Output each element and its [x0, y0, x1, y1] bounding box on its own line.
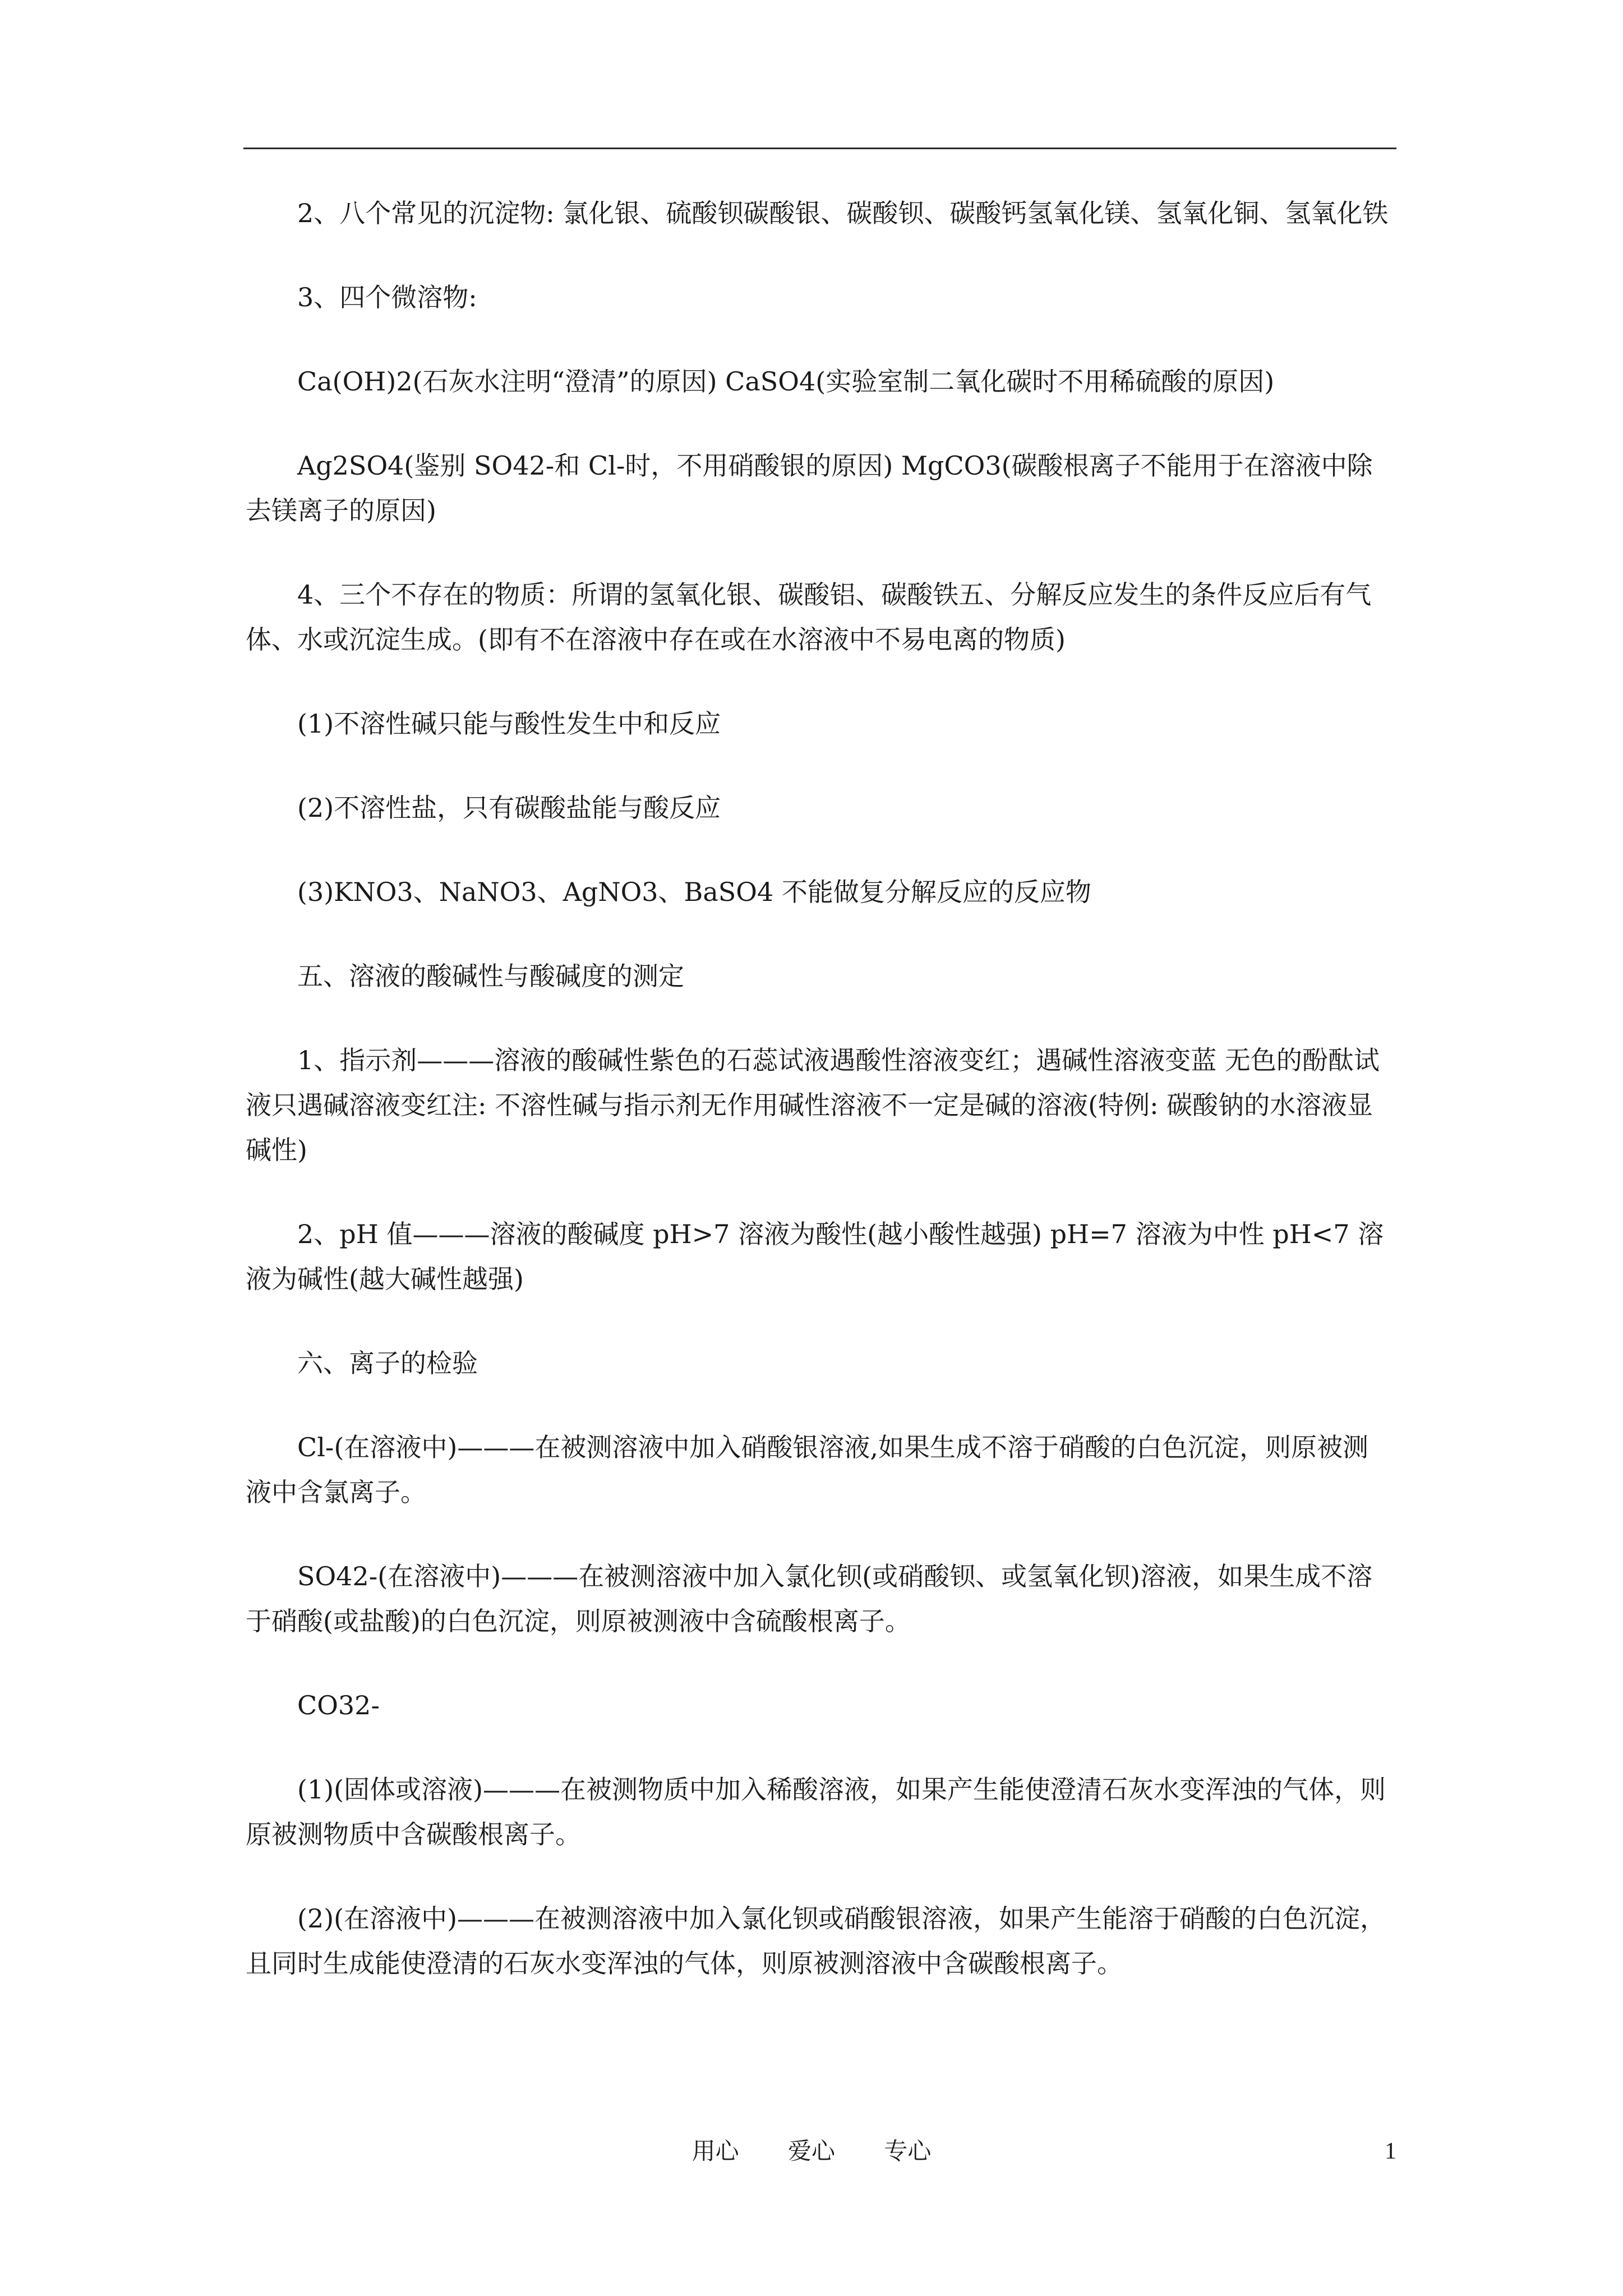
paragraph-indicators: 1、指示剂———溶液的酸碱性紫色的石蕊试液遇酸性溶液变红；遇碱性溶液变蓝 无色的酚酞试液只遇碱溶液变红注: 不溶性碱与指示剂无作用碱性溶液不一定是碱的溶液(特例: 碳酸钠的水溶液显碱性)	[246, 1045, 1380, 1165]
paragraph-ag2so4-mgco3: Ag2SO4(鉴别 SO42-和 Cl-时，不用硝酸银的原因) MgCO3(碳酸根离子不能用于在溶液中除去镁离子的原因)	[246, 450, 1373, 526]
paragraph-carbonate-test-1: (1)(固体或溶液)———在被测物质中加入稀酸溶液，如果产生能使澄清石灰水变浑浊的气体，则原被测物质中含碳酸根离子。	[246, 1774, 1386, 1849]
paragraph-insoluble-base: (1)不溶性碱只能与酸性发生中和反应	[297, 708, 721, 739]
paragraph-insoluble-salt: (2)不溶性盐，只有碳酸盐能与酸反应	[297, 793, 721, 823]
paragraph-chloride-test: Cl-(在溶液中)———在被测溶液中加入硝酸银溶液,如果生成不溶于硝酸的白色沉淀，则原被测液中含氯离子。	[246, 1432, 1368, 1507]
footer-motto-word: 用心	[691, 2137, 739, 2165]
footer-motto-word: 专心	[884, 2137, 932, 2165]
paragraph-ph-value: 2、pH 值———溶液的酸碱度 pH>7 溶液为酸性(越小酸性越强) pH=7 溶液为中性 pH<7 溶液为碱性(越大碱性越强)	[246, 1219, 1384, 1294]
paragraph-nonexistent-substances: 4、三个不存在的物质：所谓的氢氧化银、碳酸铝、碳酸铁五、分解反应发生的条件反应后有气体、水或沉淀生成。(即有不在溶液中存在或在水溶液中不易电离的物质)	[246, 579, 1372, 655]
footer-motto-word: 爱心	[787, 2137, 835, 2165]
paragraph-precipitates: 2、八个常见的沉淀物: 氯化银、硫酸钡碳酸银、碳酸钡、碳酸钙氢氧化镁、氢氧化铜、氢氧化铁	[297, 198, 1389, 228]
section-heading-acidity: 五、溶液的酸碱性与酸碱度的测定	[297, 961, 684, 991]
header-rule	[243, 148, 1396, 149]
paragraph-non-reactants: (3)KNO3、NaNO3、AgNO3、BaSO4 不能做复分解反应的反应物	[297, 877, 1091, 907]
paragraph-carbonate-heading: CO32-	[297, 1690, 380, 1720]
section-heading-ion-tests: 六、离子的检验	[297, 1348, 478, 1378]
paragraph-carbonate-test-2: (2)(在溶液中)———在被测溶液中加入氯化钡或硝酸银溶液，如果产生能溶于硝酸的白色沉淀，且同时生成能使澄清的石灰水变浑浊的气体，则原被测溶液中含碳酸根离子。	[246, 1903, 1386, 1978]
document-body	[246, 191, 1390, 2025]
paragraph-sulfate-test: SO42-(在溶液中)———在被测溶液中加入氯化钡(或硝酸钡、或氢氧化钡)溶液，如果生成不溶于硝酸(或盐酸)的白色沉淀，则原被测液中含硫酸根离子。	[246, 1561, 1373, 1636]
paragraph-slightly-soluble-heading: 3、四个微溶物:	[297, 282, 477, 312]
paragraph-caoh2-caso4: Ca(OH)2(石灰水注明“澄清”的原因) CaSO4(实验室制二氧化碳时不用稀硫酸的原因)	[297, 366, 1275, 397]
page-number: 1	[1385, 2138, 1396, 2164]
